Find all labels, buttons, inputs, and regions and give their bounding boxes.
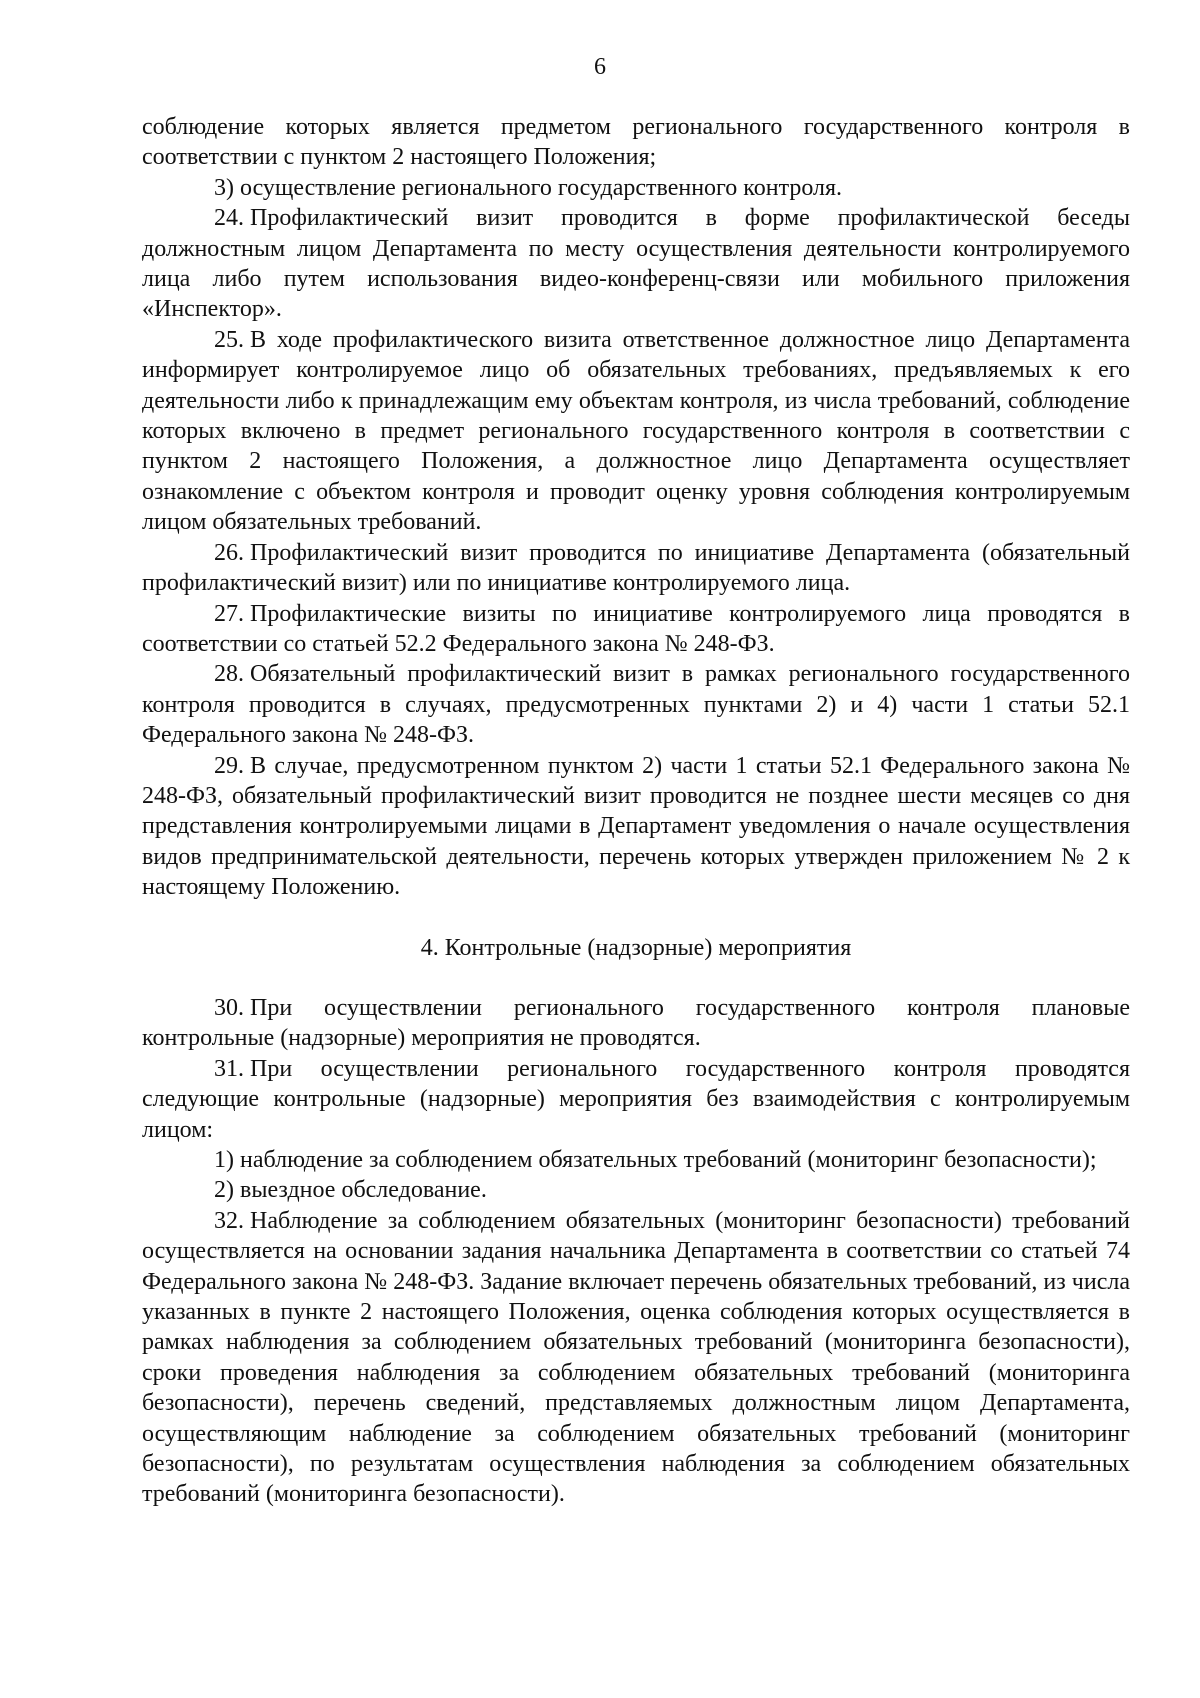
paragraph-text: В случае, предусмотренном пунктом 2) части 1 статьи 52.1 Федерального закона № 248-ФЗ, обязательный профилактический визит проводится не позднее шести месяцев со дня представления контролируемыми лицами в Департамент уведомления о начале осуществления видов предпринимательской деятельности, перечень которых утвержден приложением № 2 к настоящему Положению. bbox=[142, 752, 1130, 901]
paragraph-text: Профилактический визит проводится в форме профилактической беседы должностным лицом Департамента по месту осуществления деятельности контролируемого лица либо путем использования видео-конференц-связи или мобильного приложения «Инспектор». bbox=[142, 205, 1130, 323]
paragraph bbox=[142, 1054, 1130, 1145]
paragraph bbox=[142, 659, 1130, 750]
paragraph-text: 1) наблюдение за соблюдением обязательных требований (мониторинг безопасности); bbox=[214, 1147, 1097, 1173]
paragraph-text: 2) выездное обследование. bbox=[214, 1177, 487, 1204]
paragraph-number: 30. bbox=[214, 994, 244, 1021]
paragraph bbox=[142, 1145, 1130, 1175]
paragraph bbox=[142, 203, 1130, 325]
paragraph-number: 24. bbox=[214, 205, 244, 232]
page-number: 6 bbox=[594, 54, 606, 80]
paragraph-text: При осуществлении регионального государственного контроля проводятся следующие контрольные (надзорные) мероприятия без взаимодействия с контролируемым лицом: bbox=[142, 1055, 1130, 1143]
paragraph-text: Профилактические визиты по инициативе контролируемого лица проводятся в соответствии со статьей 52.2 Федерального закона № 248-ФЗ. bbox=[142, 600, 1130, 657]
paragraph-text: 3) осуществление регионального государственного контроля. bbox=[214, 174, 843, 201]
paragraph-number: 26. bbox=[214, 539, 244, 566]
paragraph-number: 29. bbox=[214, 752, 244, 779]
paragraph bbox=[142, 993, 1130, 1054]
paragraph bbox=[142, 538, 1130, 599]
paragraph-text: При осуществлении регионального государственного контроля плановые контрольные (надзорные) мероприятия не проводятся. bbox=[142, 994, 1130, 1052]
paragraph bbox=[142, 325, 1130, 538]
paragraph-text: Профилактический визит проводится по инициативе Департамента (обязательный профилактический визит) или по инициативе контролируемого лица. bbox=[142, 539, 1130, 597]
paragraph bbox=[142, 599, 1130, 660]
paragraph-text: Обязательный профилактический визит в рамках регионального государственного контроля проводится в случаях, предусмотренных пунктами 2) и 4) части 1 статьи 52.1 Федерального закона № 248-ФЗ. bbox=[142, 661, 1130, 749]
paragraph bbox=[142, 1206, 1130, 1510]
paragraph-text: В ходе профилактического визита ответственное должностное лицо Департамента информирует контролируемое лицо об обязательных требованиях, предъявляемых к его деятельности либо к принадлежащим ему объектам контроля, из числа требований, соблюдение которых включено в предмет регионального государственного контроля в соответствии с пунктом 2 настоящего Положения, а должностное лицо Департамента осуществляет ознакомление с объектом контроля и проводит оценку уровня соблюдения контролируемым лицом обязательных требований. bbox=[142, 326, 1130, 536]
paragraph bbox=[142, 112, 1130, 173]
paragraph-number: 28. bbox=[214, 661, 244, 688]
paragraph-number: 31. bbox=[214, 1055, 244, 1082]
section-heading: 4. Контрольные (надзорные) мероприятия bbox=[420, 934, 852, 961]
paragraph bbox=[142, 751, 1130, 903]
document-body bbox=[142, 112, 1130, 1510]
paragraph bbox=[142, 173, 1130, 203]
paragraph-number: 27. bbox=[214, 600, 244, 627]
paragraph-text: соблюдение которых является предметом регионального государственного контроля в соответствии с пунктом 2 настоящего Положения; bbox=[142, 114, 1130, 171]
paragraph-number: 25. bbox=[214, 326, 244, 353]
paragraph bbox=[142, 1175, 1130, 1205]
paragraph-text: Наблюдение за соблюдением обязательных (мониторинг безопасности) требований осуществляется на основании задания начальника Департамента в соответствии со статьей 74 Федерального закона № 248-ФЗ. Задание включает перечень обязательных требований, из числа указанных в пункте 2 настоящего Положения, оценка соблюдения которых осуществляется в рамках наблюдения за соблюдением обязательных требований (мониторинга безопасности), сроки проведения наблюдения за соблюдением обязательных требований (мониторинга безопасности), перечень сведений, представляемых должностным лицом Департамента, осуществляющим наблюдение за соблюдением обязательных требований (мониторинг безопасности), по результатам осуществления наблюдения за соблюдением обязательных требований (мониторинга безопасности). bbox=[142, 1207, 1130, 1508]
paragraph-number: 32. bbox=[214, 1207, 244, 1234]
